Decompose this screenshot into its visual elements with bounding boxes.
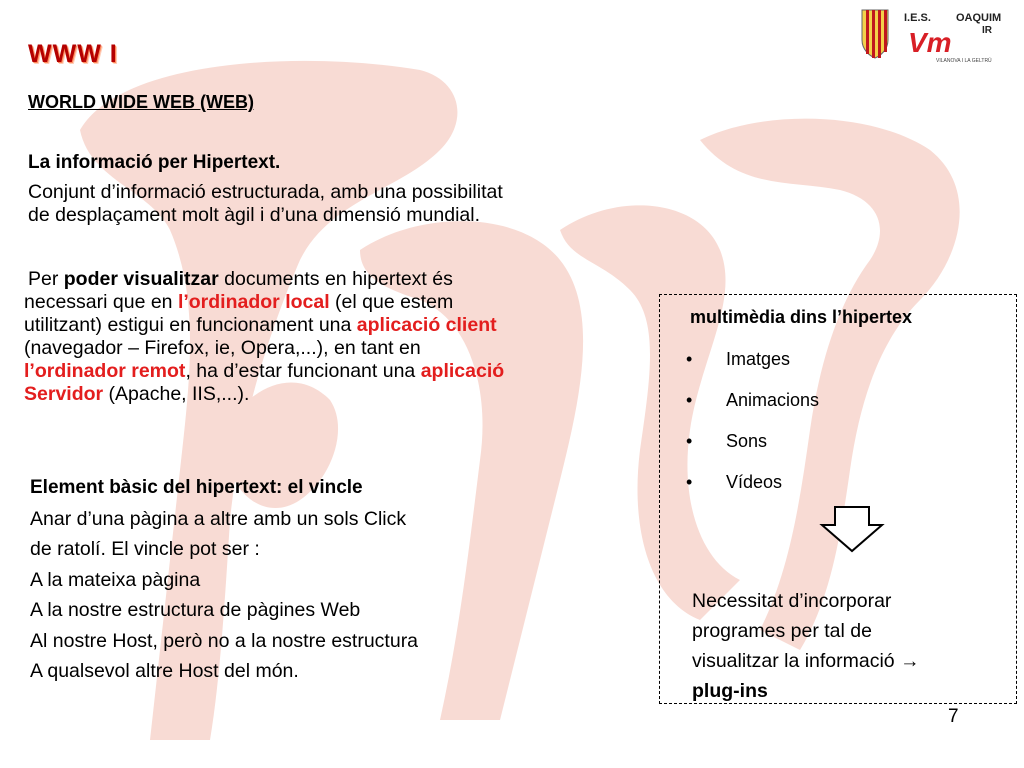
logo-name-text-2: IR	[982, 25, 992, 36]
bullet-icon: •	[686, 349, 693, 369]
logo-town-text: VILANOVA I LA GELTRÚ	[936, 58, 992, 64]
bullet-icon: •	[686, 431, 693, 451]
para-line-3: utilitzant) estigui en funcionament una aplicació client	[24, 314, 497, 336]
logo-graphic	[858, 6, 1018, 64]
para-line-6: Servidor (Apache, IIS,...).	[24, 383, 250, 405]
intro-heading: La informació per Hipertext.	[28, 152, 281, 173]
logo-ies-text: I.E.S.	[904, 12, 931, 24]
intro-text	[28, 181, 503, 227]
hyperlink-line-6: A qualsevol altre Host del món.	[30, 660, 299, 682]
page-number: 7	[948, 706, 959, 727]
para-line-4: (navegador – Firefox, ie, Opera,...), en tant en	[24, 337, 421, 359]
hyperlink-line-3: A la mateixa pàgina	[30, 568, 201, 591]
para-emphasis-visualitzar: poder visualitzar	[63, 268, 219, 290]
plugins-line-3: visualitzar la informació →	[692, 650, 920, 672]
list-item: • Imatges	[686, 345, 819, 386]
para-emphasis-remot: l’ordinador remot	[24, 360, 186, 382]
hyperlink-line-2: de ratolí. El vincle pot ser :	[30, 538, 260, 560]
hyperlink-heading: Element bàsic del hipertext: el vincle	[30, 477, 363, 498]
para-line-5: l’ordinador remot, ha d’estar funcionant una aplicació	[24, 360, 505, 382]
multimedia-list	[686, 345, 819, 509]
bullet-icon: •	[686, 472, 693, 492]
plugins-line-1: Necessitat d’incorporar	[692, 590, 892, 612]
multimedia-title: multimèdia dins l’hipertex	[690, 307, 913, 327]
down-arrow-icon	[819, 505, 885, 553]
para-emphasis-aplicacio: aplicació	[420, 360, 505, 382]
logo-vm-text: Vm	[908, 27, 952, 58]
hyperlink-block	[30, 473, 418, 687]
intro-line-2: de desplaçament molt àgil i d’una dimensió mundial.	[28, 204, 481, 226]
para-line-2: necessari que en l’ordinador local (el que estem	[24, 291, 454, 313]
list-item: • Animacions	[686, 386, 819, 427]
para-emphasis-local: l’ordinador local	[177, 291, 330, 313]
hyperlink-line-5: Al nostre Host, però no a la nostre estructura	[30, 629, 419, 652]
list-item: • Vídeos	[686, 468, 819, 509]
para-emphasis-servidor: Servidor	[24, 383, 104, 405]
logo-name-text-1: OAQUIM	[956, 12, 1002, 24]
school-logo	[858, 6, 1018, 64]
slide-subtitle: WORLD WIDE WEB (WEB)	[28, 92, 254, 112]
right-arrow-icon: →	[900, 650, 920, 672]
catalan-flag-shield-icon	[862, 10, 888, 58]
intro-line-1: Conjunt d’informació estructurada, amb una possibilitat	[28, 181, 503, 203]
para-line-1: Per poder visualitzar documents en hipertext és	[28, 268, 453, 290]
bullet-icon: •	[686, 390, 693, 410]
multimedia-box	[659, 294, 1017, 704]
list-item: • Sons	[686, 427, 819, 468]
plugins-bold: plug-ins	[692, 680, 768, 702]
plugins-note	[692, 586, 1012, 706]
hyperlink-line-1: Anar d’una pàgina a altre amb un sols Click	[30, 507, 407, 530]
para-emphasis-client: aplicació client	[356, 314, 497, 336]
visualization-paragraph	[24, 268, 504, 406]
hyperlink-line-4: A la nostre estructura de pàgines Web	[30, 599, 361, 621]
slide-title: WWW I	[28, 40, 118, 68]
plugins-line-2: programes per tal de	[692, 620, 872, 642]
